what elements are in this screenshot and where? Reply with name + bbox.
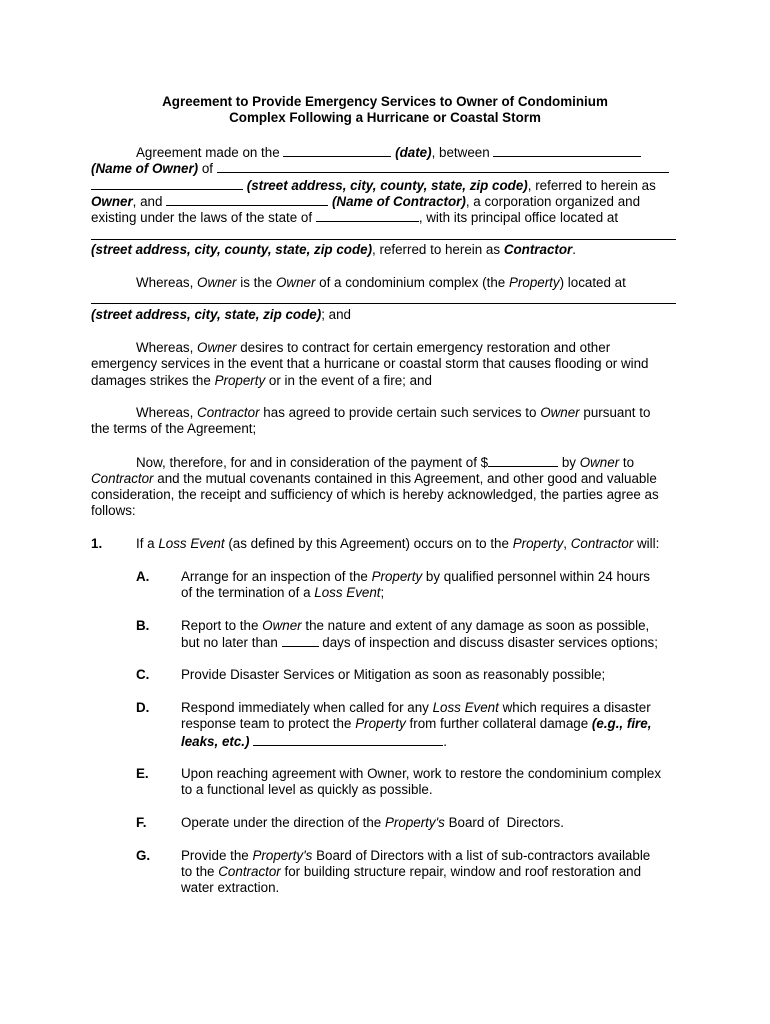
item-f-marker: F.: [136, 815, 147, 830]
owner-address-line: [91, 177, 656, 195]
item-g-marker: G.: [136, 848, 151, 863]
item-b-line-1: [181, 618, 649, 635]
example-label: leaks, etc.): [181, 734, 250, 749]
item-a-line-1: [181, 569, 650, 586]
contractor-address-label: (street address, city, county, state, zip code): [91, 242, 373, 257]
section-1-text: [136, 536, 659, 553]
loss-event-term: Loss Event: [432, 700, 499, 715]
consideration-line-2: [91, 471, 657, 488]
item-d-marker: D.: [136, 700, 150, 715]
contractor-name-line: [91, 193, 640, 211]
document-title-line-2: Complex Following a Hurricane or Coastal Storm: [229, 110, 541, 125]
owner-term: Owner: [275, 275, 316, 290]
owner-address-blank[interactable]: [91, 177, 243, 190]
text: , a corporation organized and: [465, 194, 641, 209]
contractor-term: Contractor: [570, 536, 634, 551]
owner-name-blank[interactable]: [217, 160, 669, 173]
owner-term: Owner: [262, 618, 302, 633]
text: by: [561, 455, 576, 470]
text: Board of Directors with a list of sub-contractors available: [316, 848, 651, 863]
item-c-marker: C.: [136, 667, 150, 682]
whereas-desires-line-1: [136, 340, 610, 357]
text: .: [443, 734, 447, 749]
item-g-line-3: water extraction.: [181, 880, 280, 895]
text: for building structure repair, window and roof restoration and: [284, 864, 642, 879]
text: Provide the: [181, 848, 249, 863]
property-term: Property: [508, 275, 560, 290]
agreement-date-line: [136, 144, 641, 162]
text: desires to contract for certain emergency restoration and other: [240, 340, 611, 355]
item-e-line-2: to a functional level as quickly as possible.: [181, 782, 433, 797]
consideration-line-3: consideration, the receipt and sufficiency of which is hereby acknowledged, the parties agree as: [91, 487, 659, 502]
text: , between: [431, 145, 490, 160]
item-b-marker: B.: [136, 618, 150, 633]
payment-blank[interactable]: [488, 454, 558, 467]
text: response team to protect the: [181, 716, 352, 731]
owner-term: Owner: [579, 455, 620, 470]
property-address-label: (street address, city, state, zip code): [91, 307, 322, 322]
text: Arrange for an inspection of the: [181, 569, 368, 584]
item-d-line-3: [181, 733, 447, 751]
state-blank[interactable]: [316, 209, 419, 222]
property-address-line: [91, 307, 351, 324]
between-blank[interactable]: [493, 144, 641, 157]
owner-term: Owner: [197, 275, 237, 290]
item-d-line-2: [181, 716, 651, 733]
item-g-line-1: [181, 848, 650, 865]
text: days of inspection and discuss disaster services options;: [322, 635, 658, 650]
property-address-blank[interactable]: [91, 303, 676, 304]
contractor-term: Contractor: [503, 242, 573, 257]
text: which requires a disaster: [502, 700, 651, 715]
document-title-line-1: Agreement to Provide Emergency Services to Owner of Condominium: [162, 94, 608, 109]
text: Report to the: [181, 618, 259, 633]
text: or in the event of a fire; and: [268, 373, 432, 388]
item-e-line-1: Upon reaching agreement with Owner, work to restore the condominium complex: [181, 766, 662, 781]
text: (as defined by this Agreement) occurs on to the: [228, 536, 509, 551]
text: , referred to herein as: [372, 242, 501, 257]
section-1-number: 1.: [91, 536, 103, 551]
contractor-term: Contractor: [218, 864, 281, 879]
days-blank[interactable]: [282, 634, 319, 647]
example-label: (e.g., fire,: [591, 716, 652, 731]
text: by qualified personnel within 24 hours: [425, 569, 650, 584]
text: Respond immediately when called for any: [181, 700, 429, 715]
text: Operate under the direction of the: [181, 815, 382, 830]
property-term: Property: [214, 373, 266, 388]
consideration-line-1: [136, 454, 634, 472]
whereas-contractor-line-2: the terms of the Agreement;: [91, 421, 257, 436]
text: ;: [380, 585, 385, 600]
text: of the termination of a: [181, 585, 311, 600]
text: of: [198, 161, 214, 176]
contractor-name-label: (Name of Contractor): [331, 194, 466, 209]
owner-address-label: (street address, city, county, state, zip code): [246, 178, 528, 193]
loss-event-term: Loss Event: [158, 536, 225, 551]
text: , with its principal office located at: [418, 210, 619, 225]
text: has agreed to provide certain such services to: [263, 405, 537, 420]
contractor-term: Contractor: [91, 471, 154, 486]
property-term: Property: [371, 569, 423, 584]
property-term: Property: [512, 536, 564, 551]
whereas-desires-line-3: [91, 373, 432, 390]
property-term: Property's: [252, 848, 313, 863]
property-term: Property: [355, 716, 406, 731]
loss-event-term: Loss Event: [314, 585, 381, 600]
item-e-marker: E.: [136, 766, 149, 781]
whereas-owner-line: [136, 275, 626, 292]
owner-term: Owner: [91, 194, 133, 209]
owner-term: Owner: [197, 340, 237, 355]
property-term: Property's: [384, 815, 445, 830]
text: Agreement made on the: [136, 145, 280, 160]
text: ,: [563, 536, 568, 551]
text: .: [572, 242, 576, 257]
text: to the: [181, 864, 215, 879]
text: Whereas,: [136, 405, 194, 420]
date-label: (date): [395, 145, 432, 160]
item-a-marker: A.: [136, 569, 150, 584]
item-d-line-1: [181, 700, 651, 717]
text: from further collateral damage: [409, 716, 589, 731]
text: ; and: [321, 307, 351, 322]
contractor-address-blank[interactable]: [91, 239, 676, 240]
text: existing under the laws of the state of: [91, 210, 313, 225]
text: Whereas,: [136, 340, 194, 355]
text: , referred to herein as: [527, 178, 656, 193]
text: will:: [637, 536, 660, 551]
state-line: [91, 209, 618, 227]
text: If a: [136, 536, 155, 551]
text: ) located at: [559, 275, 626, 290]
consideration-line-4: follows:: [91, 503, 136, 518]
text: damages strikes the: [91, 373, 211, 388]
contractor-name-blank[interactable]: [166, 193, 328, 206]
owner-name-label: (Name of Owner): [91, 161, 199, 176]
text: but no later than: [181, 635, 278, 650]
item-f-line-1: [181, 815, 564, 832]
text: and the mutual covenants contained in this Agreement, and other good and valuable: [157, 471, 657, 486]
item-c-line-1: Provide Disaster Services or Mitigation as soon as reasonably possible;: [181, 667, 606, 682]
item-a-line-2: [181, 585, 384, 602]
contractor-address-line: [91, 242, 576, 259]
text: pursuant to: [583, 405, 651, 420]
date-blank[interactable]: [283, 144, 391, 157]
text: Now, therefore, for and in consideration of the payment of $: [136, 455, 489, 470]
text: to: [622, 455, 635, 470]
collateral-damage-blank[interactable]: [253, 733, 443, 746]
text: Whereas,: [136, 275, 194, 290]
whereas-contractor-line-1: [136, 405, 650, 422]
whereas-desires-line-2: emergency services in the event that a hurricane or coastal storm that causes flooding or wind: [91, 356, 649, 371]
text: is the: [240, 275, 273, 290]
owner-term: Owner: [540, 405, 580, 420]
text: , and: [132, 194, 163, 209]
contractor-term: Contractor: [197, 405, 260, 420]
owner-name-line: [91, 160, 669, 178]
text: of a condominium complex (the: [319, 275, 506, 290]
text: the nature and extent of any damage as soon as possible,: [305, 618, 650, 633]
text: Board of Directors.: [448, 815, 564, 830]
item-b-line-2: [181, 634, 658, 652]
item-g-line-2: [181, 864, 641, 881]
